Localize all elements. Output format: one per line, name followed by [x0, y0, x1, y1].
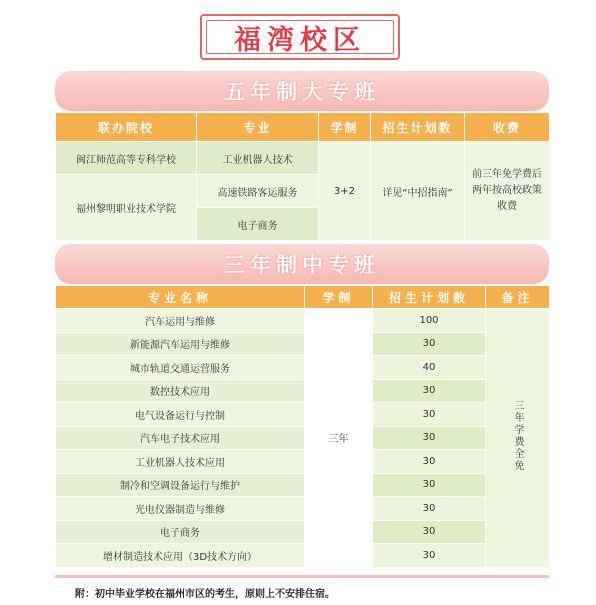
- header-school: 联办院校: [56, 113, 197, 142]
- five-year-table: [55, 112, 550, 241]
- major-name-cell: 汽车运用与维修: [56, 309, 305, 333]
- table-row: [56, 544, 550, 568]
- table-row: [56, 142, 550, 175]
- bottom-divider: [55, 575, 549, 578]
- major-cell: 工业机器人技术: [197, 142, 319, 175]
- plan-cell: 30: [373, 473, 486, 497]
- plan-cell: 30: [373, 497, 486, 521]
- major-cell: 电子商务: [197, 208, 319, 241]
- table-row: [56, 520, 550, 544]
- three-year-table: [55, 285, 550, 568]
- campus-title-box: [200, 14, 400, 60]
- five-year-section-heading: 五年制大专班: [55, 71, 549, 111]
- table-row: [56, 332, 550, 356]
- major-name-cell: 制冷和空调设备运行与维护: [56, 473, 305, 497]
- plan-cell: 30: [373, 379, 486, 403]
- major-name-cell: 新能源汽车运用与维修: [56, 332, 305, 356]
- plan-cell: 30: [373, 403, 486, 427]
- duration-cell: 3+2: [319, 142, 371, 241]
- table-row: [56, 426, 550, 450]
- three-year-header-row: [56, 286, 550, 309]
- table-row: [56, 309, 550, 333]
- three-year-section-heading: 三年制中专班: [55, 244, 549, 284]
- major-cell: 高速铁路客运服务: [197, 175, 319, 208]
- plan-cell: 30: [373, 332, 486, 356]
- note-cell: [486, 309, 550, 568]
- school-cell: 福州黎明职业技术学院: [56, 175, 197, 241]
- school-cell: 闽江师范高等专科学校: [56, 142, 197, 175]
- table-row: [56, 497, 550, 521]
- note-text: 三年学费全免: [512, 400, 523, 473]
- plan-cell: 40: [373, 356, 486, 380]
- plan-cell: 30: [373, 450, 486, 474]
- header-plan: 招生计划数: [373, 286, 486, 309]
- plan-cell: 30: [373, 426, 486, 450]
- table-row: [56, 450, 550, 474]
- plan-cell: 100: [373, 309, 486, 333]
- plan-cell: 30: [373, 544, 486, 568]
- five-year-header-row: [56, 113, 550, 142]
- header-plan: 招生计划数: [371, 113, 465, 142]
- plan-cell: 30: [373, 520, 486, 544]
- major-name-cell: 城市轨道交通运营服务: [56, 356, 305, 380]
- table-row: [56, 473, 550, 497]
- header-note: 备注: [486, 286, 550, 309]
- duration-cell: 三年: [305, 309, 373, 568]
- header-major: 专业: [197, 113, 319, 142]
- header-duration: 学制: [305, 286, 373, 309]
- header-fee: 收费: [465, 113, 550, 142]
- major-name-cell: 电气设备运行与控制: [56, 403, 305, 427]
- table-row: [56, 356, 550, 380]
- major-name-cell: 工业机器人技术应用: [56, 450, 305, 474]
- major-name-cell: 增材制造技术应用（3D技术方向）: [56, 544, 305, 568]
- table-row: [56, 379, 550, 403]
- major-name-cell: 数控技术应用: [56, 379, 305, 403]
- footnote: 附：初中毕业学校在福州市区的考生，原则上不安排住宿。: [75, 589, 335, 600]
- major-name-cell: 电子商务: [56, 520, 305, 544]
- header-duration: 学制: [319, 113, 371, 142]
- major-name-cell: 汽车电子技术应用: [56, 426, 305, 450]
- major-name-cell: 光电仪器制造与维修: [56, 497, 305, 521]
- fee-cell: 前三年免学费后两年按高校政策收费: [465, 142, 550, 241]
- header-major-name: 专业名称: [56, 286, 305, 309]
- table-row: [56, 403, 550, 427]
- campus-title: 福湾校区: [234, 24, 366, 56]
- plan-cell: 详见“中招指南”: [371, 142, 465, 241]
